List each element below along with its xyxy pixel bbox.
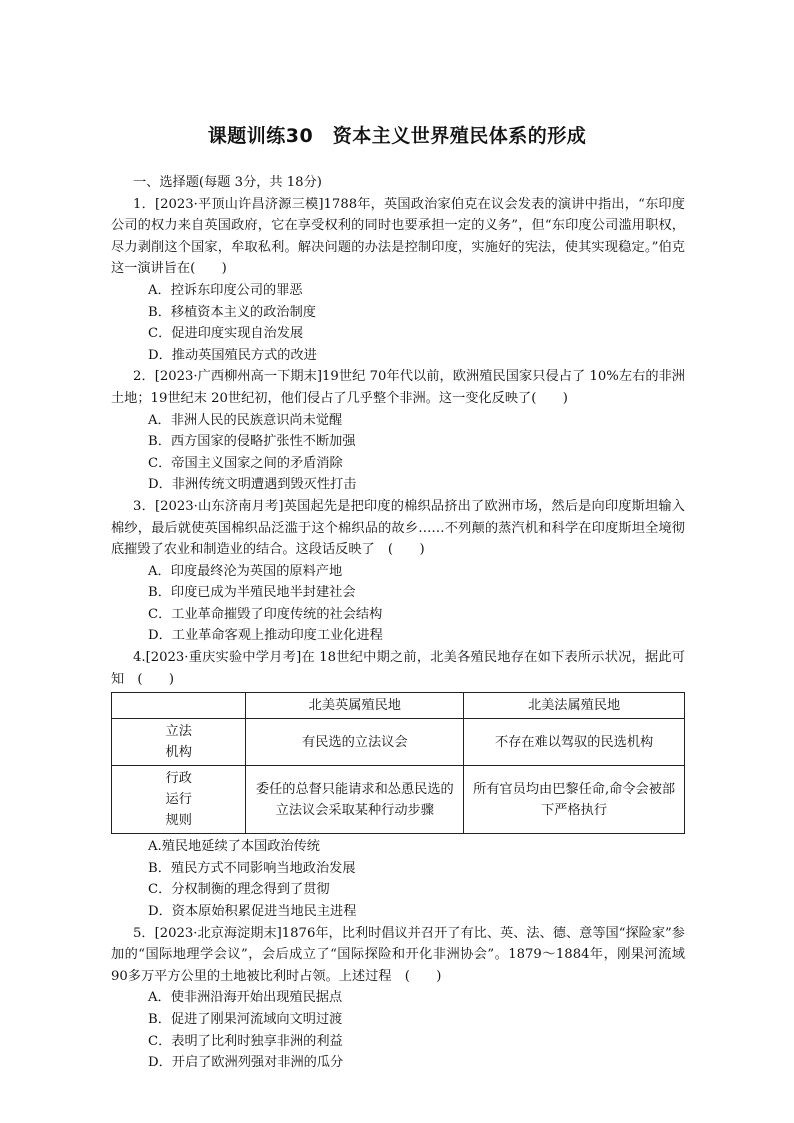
table-cell: 不存在难以驾驭的民选机构 — [464, 719, 685, 766]
question-2-option-b: B．西方国家的侵略扩张性不断加强 — [148, 434, 356, 450]
table-cell: 所有官员均由巴黎任命,命令会被部下严格执行 — [464, 766, 685, 834]
question-5-stem: 5．[2023·北京海淀期末]1876年，比利时倡议并召开了有比、英、法、德、意等国“探险家”参加的“国际地理学会议”，会后成立了“国际探险和开化非洲协会”。1879～1884年，刚果河流域 90多万平方公里的土地被比利时占领。上述过程 ( ) — [111, 925, 685, 984]
question-2-option-d: D．非洲传统文明遭遇到毁灭性打击 — [148, 477, 357, 493]
row-label-legislature — [112, 719, 246, 766]
table-row — [112, 766, 685, 834]
table-cell: 委任的总督只能请求和怂恿民选的立法议会采取某种行动步骤 — [246, 766, 464, 834]
question-3-option-c: C．工业革命摧毁了印度传统的社会结构 — [148, 606, 383, 622]
question-content — [111, 172, 685, 1074]
colony-comparison-table — [111, 692, 685, 834]
row-label-line: 机构 — [165, 745, 192, 761]
table-header-british: 北美英属殖民地 — [246, 693, 464, 719]
question-4-option-c: C．分权制衡的理念得到了贯彻 — [148, 882, 330, 898]
question-3-option-a: A．印度最终沦为英国的原料产地 — [148, 563, 343, 579]
question-3-option-b: B．印度已成为半殖民地半封建社会 — [148, 585, 356, 601]
table-header-row — [112, 693, 685, 719]
section-heading: 一、选择题(每题 3分，共 18分) — [133, 175, 322, 190]
question-4-option-a: A.殖民地延续了本国政治传统 — [148, 839, 320, 855]
question-1-option-d: D．推动英国殖民方式的改进 — [148, 347, 317, 363]
question-3-option-d: D．工业革命客观上推动印度工业化进程 — [148, 628, 383, 644]
question-4-stem: 4.[2023·重庆实验中学月考]在 18世纪中期之前，北美各殖民地存在如下表所示状况，据此可知 ( ) — [111, 650, 685, 687]
table-header-french: 北美法属殖民地 — [464, 693, 685, 719]
row-label-administration — [112, 766, 246, 834]
question-4-option-b: B．殖民方式不同影响当地政治发展 — [148, 860, 356, 876]
question-1-option-c: C．促进印度实现自治发展 — [148, 326, 304, 342]
question-2-option-c: C．帝国主义国家之间的矛盾消除 — [148, 455, 343, 471]
table-row — [112, 719, 685, 766]
row-label-line: 行政 — [165, 771, 192, 787]
question-2-stem: 2．[2023·广西柳州高一下期末]19世纪 70年代以前，欧洲殖民国家只侵占了 10%左右的非洲土地；19世纪末 20世纪初，他们侵占了几乎整个非洲。这一变化反映了( ) — [111, 369, 685, 406]
question-5-option-b: B．促进了刚果河流域向文明过渡 — [148, 1012, 343, 1027]
row-label-line: 规则 — [165, 813, 192, 829]
row-label-line: 立法 — [165, 724, 192, 740]
question-1-stem: 1．[2023·平顶山许昌济源三模]1788年，英国政治家伯克在议会发表的演讲中指出，“东印度公司的权力来自英国政府，它在享受权利的同时也要承担一定的义务”，但“东印度公司滥用职权，尽力剥削这个国家，牟取私利。解决问题的办法是控制印度，实施好的宪法，使其实现稳定。”伯克这一演讲旨在( ) — [111, 196, 685, 277]
question-5-option-a: A．使非洲沿海开始出现殖民据点 — [148, 990, 343, 1006]
table-cell: 有民选的立法议会 — [246, 719, 464, 766]
question-5-option-c: C．表明了比利时独享非洲的利益 — [148, 1033, 343, 1049]
question-4-option-d: D．资本原始积累促进当地民主进程 — [148, 904, 357, 920]
question-2-option-a: A．非洲人民的民族意识尚未觉醒 — [148, 412, 343, 428]
question-1-option-b: B．移植资本主义的政治制度 — [148, 304, 316, 320]
row-label-line: 运行 — [165, 792, 192, 808]
question-3-stem: 3．[2023·山东济南月考]英国起先是把印度的棉织品挤出了欧洲市场，然后是向印度斯坦输入棉纱，最后就使英国棉织品泛滥于这个棉织品的故乡……不列颠的蒸汽机和科学在印度斯坦全境彻底摧毁了农业和制造业的结合。这段话反映了 ( ) — [111, 498, 685, 558]
question-5-option-d: D．开启了欧洲列强对非洲的瓜分 — [148, 1055, 344, 1071]
page-title: 课题训练30 资本主义世界殖民体系的形成 — [207, 125, 587, 147]
question-1-option-a: A．控诉东印度公司的罪恶 — [148, 282, 303, 298]
table-header-blank — [112, 693, 246, 719]
